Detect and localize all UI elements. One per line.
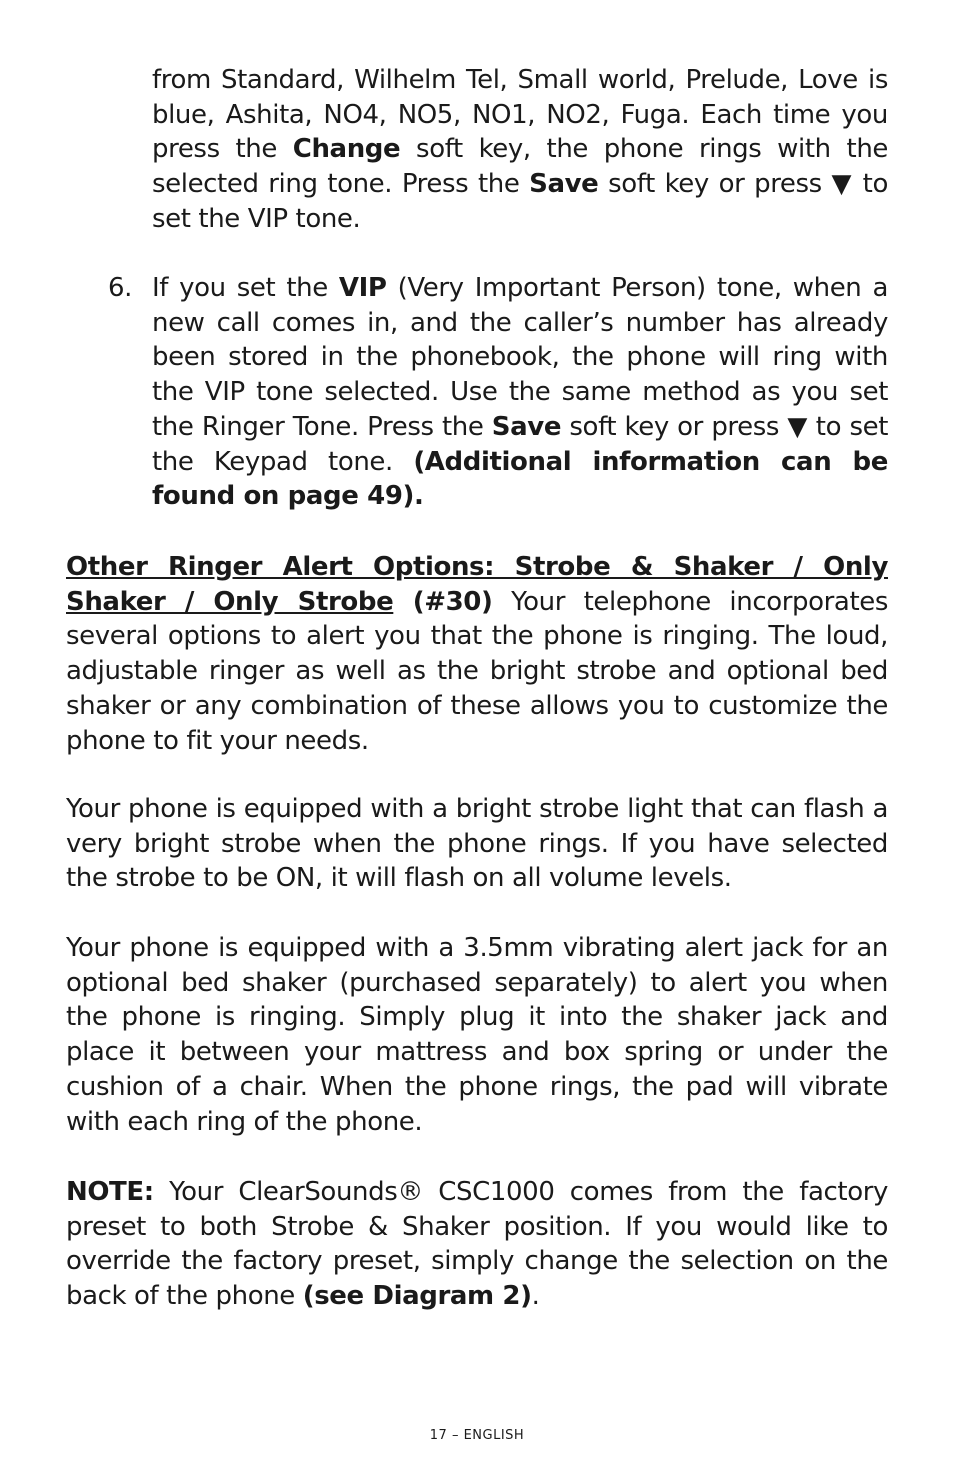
shaker-paragraph: Your phone is equipped with a 3.5mm vibrating alert jack for an optional bed shaker (purchased separately) to alert you when the phone is ringing. Simply plug it into the shaker jack and place it between your mattress and box spring or under the cushion of a chair. When the phone rings, the pad will vibrate with each ring of the phone. <box>66 933 888 1137</box>
vip-term: VIP <box>338 273 387 303</box>
save-key-term: Save <box>529 169 599 200</box>
save-key-term: Save <box>491 411 562 442</box>
text-run: Your ClearSounds® CSC1000 comes from the factory preset to both Strobe & Shaker position. If you would like to override the factory preset, simply change the selection on the back of the phone <box>66 1177 888 1312</box>
diagram-reference: (see Diagram 2) <box>302 1281 532 1312</box>
text-run: soft key or press ▼ to set the VIP tone. <box>152 169 888 234</box>
change-key-term: Change <box>292 134 401 165</box>
strobe-paragraph: Your phone is equipped with a bright strobe light that can flash a very bright strobe when the phone rings. If you have selected the strobe to be ON, it will flash on all volume levels. <box>66 794 888 894</box>
ring-tone-continuation <box>152 63 888 237</box>
text-run: . <box>531 1281 540 1312</box>
text-run: soft key or press ▼ to set the Keypad tone. <box>152 411 888 477</box>
step-6-vip-tone <box>108 271 888 514</box>
other-ringer-options-section <box>66 550 888 758</box>
text-run: (Very Important Person) tone, when a new call comes in, and the caller’s number has already been stored in the phonebook, the phone will ring with the VIP tone selected. Use the same method as you set the Ringer Tone. Press the <box>152 273 888 442</box>
feature-number: (#30) <box>393 586 493 617</box>
section-heading: Other Ringer Alert Options: Strobe & Shaker / Only Shaker / Only Strobe <box>66 552 888 617</box>
page-footer: 17 – ENGLISH <box>429 1428 525 1443</box>
step-number: 6. <box>108 273 133 303</box>
note-label: NOTE: <box>66 1177 154 1207</box>
page-reference: (Additional information can be found on page 49). <box>152 446 888 512</box>
text-run: from Standard, Wilhelm Tel, Small world, Prelude, Love is blue, Ashita, NO4, NO5, NO1, NO2, Fuga. Each time you press the <box>152 65 888 165</box>
factory-preset-note <box>66 1175 888 1314</box>
text-run: Your telephone incorporates several options to alert you that the phone is ringing. The loud, adjustable ringer as well as the bright strobe and optional bed shaker or any combination of these allows you to customize the phone to fit your needs. <box>66 586 888 756</box>
text-run: If you set the <box>152 273 339 303</box>
text-run: soft key, the phone rings with the selected ring tone. Press the <box>152 134 888 200</box>
